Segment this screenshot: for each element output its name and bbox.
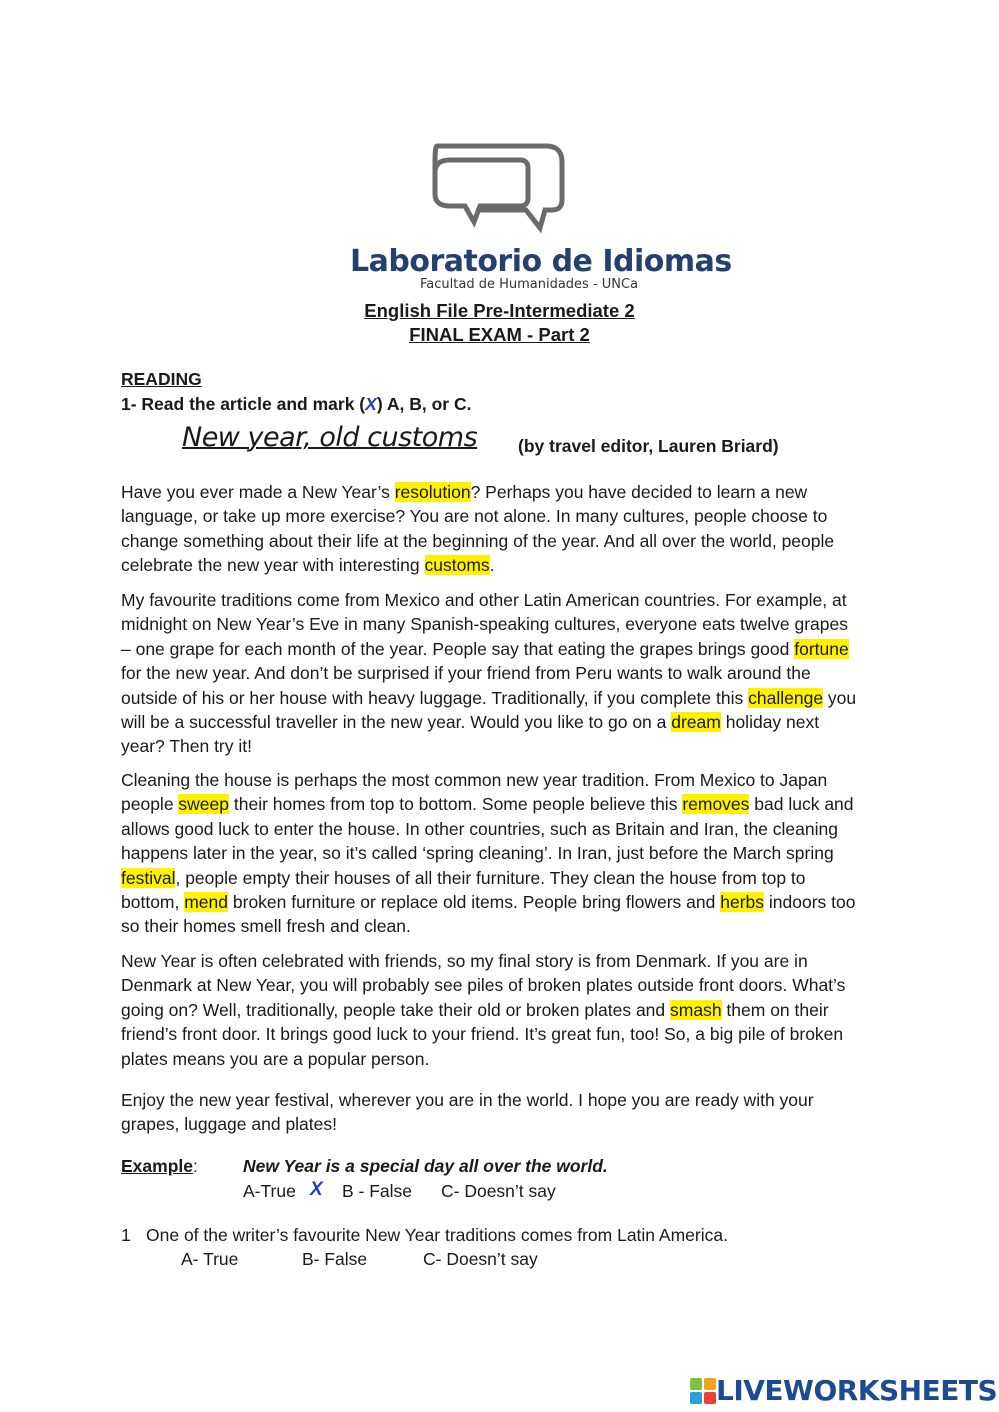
question-text: One of the writer’s favourite New Year traditions comes from Latin America.: [146, 1225, 728, 1245]
paragraph-text: them on their friend’s front door. It brings good luck to your friend. It’s great fun, too! So, a big pile of broken plates means you are a popular person.: [121, 999, 844, 1069]
paragraph-text: broken furniture or replace old items. People bring flowers and: [228, 892, 721, 913]
article-byline: (by travel editor, Lauren Briard): [518, 436, 779, 456]
question-option-c[interactable]: C- Doesn’t say: [423, 1249, 538, 1269]
highlighted-word: herbs: [720, 892, 765, 913]
question-option-a[interactable]: A- True: [181, 1249, 239, 1269]
paragraph-text: , people empty their houses of all their furniture. They clean the house from top to bottom,: [121, 867, 806, 913]
highlighted-word: sweep: [178, 794, 230, 815]
instruction-x-mark: X: [365, 394, 377, 414]
question-number: 1: [121, 1225, 131, 1245]
exam-title: FINAL EXAM - Part 2: [409, 324, 590, 345]
example-label: Example:: [121, 1156, 198, 1176]
paragraph-text: indoors too so their homes smell fresh and clean.: [121, 892, 856, 937]
article-paragraph-3: [121, 768, 861, 939]
speech-bubbles-icon: [340, 140, 660, 250]
instruction: [121, 394, 471, 415]
paragraph-text: holiday next year? Then try it!: [121, 712, 820, 757]
paragraph-text: for the new year. And don’t be surprised if your friend from Peru wants to walk around the outside of his or her house with heavy luggage. Traditionally, if you complete this: [121, 663, 811, 708]
highlighted-word: smash: [670, 999, 722, 1020]
paragraph-text: their homes from top to bottom. Some people believe this: [229, 794, 683, 815]
liveworksheets-icon: [690, 1378, 716, 1404]
instruction-pre: 1- Read the article and mark (: [121, 394, 366, 414]
logo-title: Laboratorio de Idiomas: [350, 244, 732, 279]
article-paragraph-1: [121, 480, 861, 578]
instruction-post: ) A, B, or C.: [376, 394, 472, 414]
question-option-b[interactable]: B- False: [302, 1249, 368, 1269]
paragraph-text: Enjoy the new year festival, wherever you are in the world. I hope you are ready with your grapes, luggage and plates!: [121, 1090, 814, 1135]
paragraph-text: New Year is often celebrated with friends, so my final story is from Denmark. If you are in Denmark at New Year, you will probably see piles of broken plates outside front doors. What’s going on? Well, traditionally, people take their old or broken plates and: [121, 951, 846, 1020]
paragraph-text: bad luck and allows good luck to enter the house. In other countries, such as Britain and Iran, the cleaning happens later in the year, so it’s called ‘spring cleaning’. In Iran, just before the March spring: [121, 794, 854, 864]
article-paragraph-2: [121, 588, 861, 759]
highlighted-word: festival: [121, 867, 176, 888]
liveworksheets-logo: [690, 1374, 997, 1407]
paragraph-text: My favourite traditions come from Mexico and other Latin American countries. For example, at midnight on New Year’s Eve in many Spanish-speaking cultures, everyone eats twelve grapes – one grape for each month of the year. People say that eating the grapes brings good: [121, 590, 848, 659]
course-title: English File Pre-Intermediate 2: [364, 300, 635, 321]
article-paragraph-4: [121, 949, 861, 1071]
article-paragraph-5: [121, 1088, 861, 1137]
paragraph-text: .: [489, 555, 495, 576]
liveworksheets-brand: LIVEWORKSHEETS: [716, 1374, 998, 1407]
paragraph-text: ? Perhaps you have decided to learn a new language, or take up more exercise? You are not alone. In many cultures, people choose to change something about their life at the beginning of the year. And all over the world, people celebrate the new year with interesting: [121, 482, 835, 576]
highlighted-word: mend: [184, 892, 229, 913]
example-option-a: A-True: [243, 1181, 296, 1201]
logo-subtitle: Facultad de Humanidades - UNCa: [420, 277, 639, 292]
example-question: New Year is a special day all over the world.: [243, 1156, 608, 1176]
section-heading: READING: [121, 369, 202, 389]
example-option-b: B - False: [342, 1181, 413, 1201]
highlighted-word: customs: [424, 555, 490, 576]
example-option-c: C- Doesn’t say: [441, 1181, 556, 1201]
example-answer-mark: X: [310, 1179, 323, 1200]
highlighted-word: challenge: [748, 687, 824, 708]
paragraph-text: Have you ever made a New Year’s: [121, 482, 395, 502]
highlighted-word: resolution: [394, 482, 471, 502]
paragraph-text: Cleaning the house is perhaps the most common new year tradition. From Mexico to Japan people: [121, 770, 828, 815]
highlighted-word: fortune: [794, 638, 849, 659]
highlighted-word: dream: [671, 712, 721, 733]
paragraph-text: you will be a successful traveller in the new year. Would you like to go on a: [121, 687, 857, 733]
article-title: New year, old customs: [182, 422, 478, 453]
highlighted-word: removes: [682, 794, 750, 815]
